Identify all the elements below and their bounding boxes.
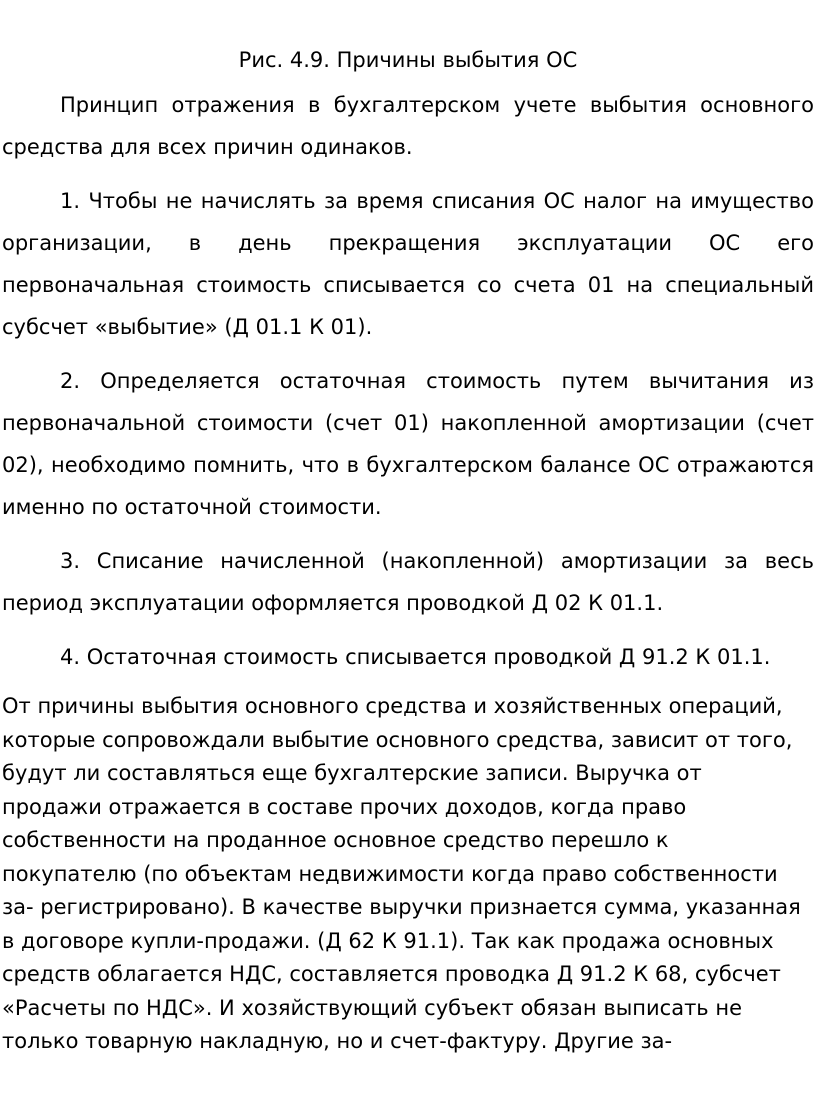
paragraph-intro: Принцип отражения в бухгалтерском учете выбытия основного средства для всех причин одинаков. [2, 93, 814, 159]
paragraph-step-1: 1. Чтобы не начислять за время списания ОС налог на имущество организации, в день прекращения эксплуатации ОС его первоначальная стоимость списывается со счета 01 на специальный субсчет «выбытие» (Д 01.1 К 01). [2, 189, 814, 339]
paragraph-step-4: 4. Остаточная стоимость списывается проводкой Д 91.2 К 01.1. [60, 645, 771, 669]
figure-caption: Рис. 4.9. Причины выбытия ОС [238, 48, 578, 72]
paragraph-step-2: 2. Определяется остаточная стоимость путем вычитания из первоначальной стоимости (счет 01) накопленной амортизации (счет 02), необходимо помнить, что в бухгалтерском балансе ОС отражаются именно по остаточной стоимости. [2, 369, 814, 519]
body-paragraphs [2, 84, 814, 678]
paragraph-sale-details: От причины выбытия основного средства и хозяйственных операций, которые сопровождали выбытие основного средства, зависит от того, будут ли составляться еще бухгалтерские записи. Выручка от продажи отражается в составе прочих доходов, когда право собственности на проданное основное средство перешло к покупателю (по объектам недвижимости когда право собственности за- регистрировано). В качестве выручки признается сумма, указанная в договоре купли-продажи. (Д 62 К 91.1). Так как продажа основных средств облагается НДС, составляется проводка Д 91.2 К 68, субсчет «Расчеты по НДС». И хозяйствующий субъект обязан выписать не только товарную накладную, но и счет-фактуру. Другие за- [2, 694, 801, 1053]
paragraph-step-3: 3. Списание начисленной (накопленной) амортизации за весь период эксплуатации оформляется проводкой Д 02 К 01.1. [2, 549, 814, 615]
